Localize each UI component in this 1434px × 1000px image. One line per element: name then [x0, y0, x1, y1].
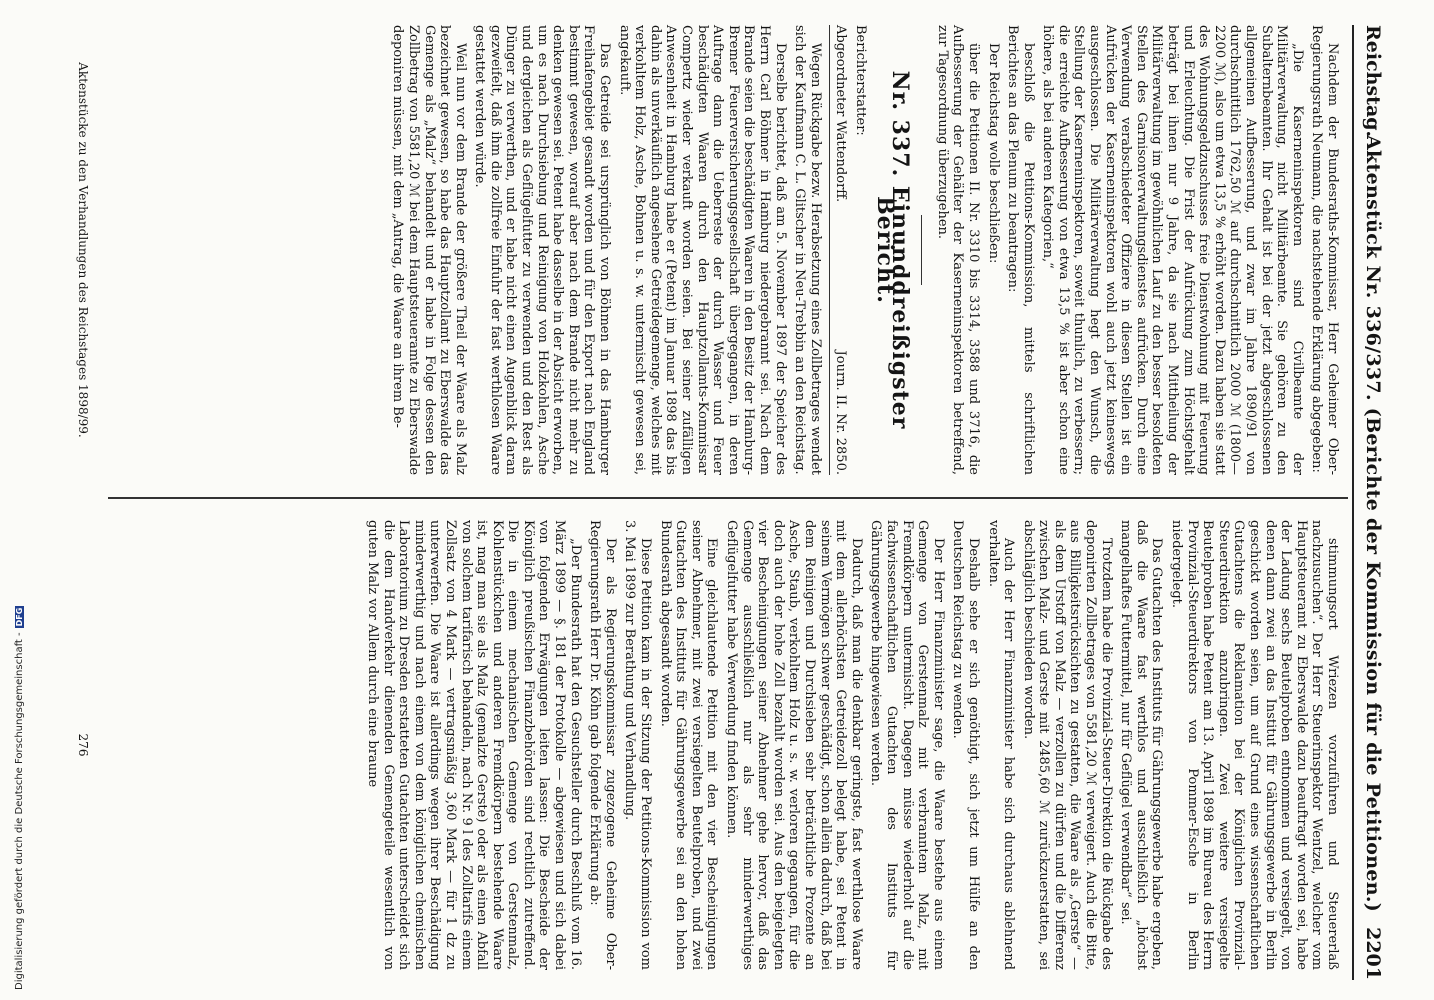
paragraph: Wegen Rückgabe bezw. Herabsetzung eines Zollbetrages wendet sich der Kaufmann C. L. Glitscher in Neu-Trebbin an den Reichstag. — [792, 25, 823, 475]
section-heading — [871, 25, 914, 475]
reporter-line — [829, 25, 849, 475]
header-page-number: 2201 — [1362, 927, 1384, 980]
paragraph: Trotzdem habe die Provinzial-Steuer-Direktion die Rückgabe des deponirten Zollbetrages von 5581,20 ℳ verweigert. Auch die Bitte, aus Billigkeitsrücksichten zu gestatten, die Waare als „Gerste“ — als dem Urstoff von Malz — verzollen zu dürfen und die Differenz zwischen Malz- und Gerste mit 2485,60 ℳ zurückzuerstatten, sei abschläglich beschieden worden. — [1020, 520, 1114, 970]
header-center: Aktenstück Nr. 336/337. (Berichte der Kommission für die Petitionen.) — [1362, 135, 1384, 913]
paragraph: beschloß die Petitions-Kommission, mittels schriftlichen Berichtes an das Plenum zu beantragen: — [1005, 25, 1036, 475]
rotated-page-content — [50, 25, 1390, 980]
paragraph: Deshalb sehe er sich genöthigt, sich jetzt um Hülfe an den Deutschen Reichstag zu wenden. — [950, 520, 981, 970]
paragraph: Derselbe berichtet, daß am 5. November 1897 der Speicher des Herrn Carl Böhmer in Hamburg niedergebrannt sei. Nach dem Brande seien die beschädigten Waaren in den Besitz der Hamburg-Bremer Feuerversicherungsgesellschaft übergegangen, in deren Auftrage dann die Ueberreste der durch Wasser und Feuer beschädigten Waaren durch den Hauptzollamts-Kommissar Compertz wieder verkauft worden seien. Bei seiner zufälligen Anwesenheit in Hamburg habe er (Petent) im Januar 1898 das bis dahin als unverkäuflich angesehene Getreidegemenge, welches mit verkohltem Holz, Asche, Bohnen u. s. w. untermischt gewesen sei, angekauft. — [616, 25, 788, 475]
paragraph: Auch der Herr Finanzminister habe sich durchaus ablehnend verhalten. — [985, 520, 1017, 970]
page-footer: Aktenstücke zu den Verhandlungen des Reichstages 1898/99. — [76, 62, 90, 438]
paragraph: Nachdem der Bundesraths-Kommissar, Herr Geheimer Ober-Regierungsrath Neumann, die nachstehende Erklärung abgegeben: — [1309, 25, 1340, 475]
paragraph: Der Reichstag wolle beschließen: — [985, 43, 1001, 264]
right-column — [360, 520, 1340, 970]
journal-reference: Journ. II. Nr. 2850. — [833, 350, 849, 475]
paragraph: Das Getreide sei ursprünglich von Böhmen in das Hamburger Freihafengebiet gesandt worden und für den Export nach England bestimmt gewesen, worauf aber nach dem Brande nicht mehr zu denken gewesen sei. Petent habe dasselbe in der Absicht erworben, um es nach Durchsiebung und Reinigung von Holzkohlen, Asche und dergleichen als Geflügelfutter zu verwenden und den Rest als Dünger zu verwerthen, und er habe nicht einen Augenblick daran gezweifelt, daß ihm die zollfreie Einfuhr der fast werthlosen Waare gestattet werden würde. — [472, 25, 613, 475]
paragraph: stimmungsort Wriezen vorzuführen und Steuererlaß nachzusuchen“. Der Herr Steuerinspektor Wentzel, welcher vom Hauptsteueramt zu Eberswalde dazu beauftragt worden sei, habe der Ladung sechs Beutelproben entnommen und versiegelt, von denen dann zwei an das Institut für Gährungsgewerbe in Berlin geschickt worden seien, um auf Grund eines wissenschaftlichen Gutachtens die Reklamation bei der Königlichen Provinzial-Steuerdirektion anzubringen. Zwei weitere versiegelte Beutelproben habe Petent am 13. April 1898 im Bureau des Herrn Provinzial-Steuerdirektors von Pommer-Esche in Berlin niedergelegt. — [1169, 520, 1340, 970]
left-column — [386, 25, 1340, 475]
bottom-page-number: 276 — [76, 733, 90, 757]
paragraph: Dadurch, daß man die denkbar geringste, fast werthlose Waare mit dem allerhöchsten Getreidezoll belegt habe, sei Petent in seinem Vermögen schwer geschädigt, schon allein dadurch, daß bei dem Reinigen und Durchsieben sehr beträchtliche Prozente an Asche, Staub, verkohltem Holz u. s. w. verloren gegangen, für die doch auch der hohe Zoll bezahlt worden sei. Aus den beigelegten vier Bescheinigungen seiner Abnehmer gehe hervor, daß das Gemenge ausschließlich nur als sehr minderwerthiges Geflügelfutter habe Verwendung finden können. — [724, 520, 864, 970]
paragraph: Der Herr Finanzminister sage, die Waare bestehe aus einem Gemenge von Gerstenmalz mit verbranntem Malz, mit Fremdkörpern untermischt. Dagegen müsse wiederholt auf die fachwissenschaftlichen Gutachten des Instituts für Gährungsgewerbe hingewiesen werden. — [868, 520, 946, 970]
section-rule — [921, 215, 922, 285]
header-left: Reichstag. — [1362, 25, 1384, 138]
column-divider — [108, 497, 1348, 499]
paragraph: „Die Kaserneninspektoren sind Civilbeamte der Militärverwaltung, nicht Militärbeamte. Sie gehören zu den Subalternbeamten. Ihr Gehalt ist bei der jetzt abgeschlossenen allgemeinen Aufbesserung, und zwar im Jahre 1890/91 von durchschnittlich 1762,50 ℳ auf durchschnittlich 2000 ℳ (1800—2200 ℳ), also um etwa 13,5 % erhöht worden. Dazu haben sie statt des Wohnungsgeldzuschusses freie Dienstwohnung mit Feuerung und Erleuchtung. Die Frist der Aufrückung zum Höchstgehalt beträgt bei ihnen nur 9 Jahre, da sie nach Mittheilung der Militärverwaltung im gewöhnlichen Lauf zu den besser besoldeten Stellen des Garnisonverwaltungsdienstes aufrücken. Durch eine Verwendung verabschiedeter Offiziere in diesen Stellen ist ein Aufrücken der Kaserneninspektoren wohl auch jetzt keineswegs ausgeschlossen. Die Militärverwaltung hegt den Wunsch, die Stellung der Kaserneninspektoren, soweit thunlich, zu verbessern; die erreichte Aufbesserung von etwa 13,5 % ist aber schon eine höhere, als bei anderen Kategorien,“ — [1040, 25, 1305, 475]
digitization-credit — [14, 0, 25, 990]
paragraph: Eine gleichlautende Petition mit den vier Bescheinigungen seiner Abnehmer, mit zwei versiegelten Beutelproben, und zwei Gutachten des Instituts für Gährungsgewerbe sei an den hohen Bundesrath abgesandt worden. — [657, 520, 720, 970]
paragraph: „Der Bundesrath hat den Gesuchsteller durch Beschluß vom 16. März 1899 — §. 181 der Protokolle — abgewiesen und sich dabei von folgenden Erwägungen leiten lassen: Die Bescheide der Königlich preußischen Finanzbehörden sind rechtlich zutreffend. Die in einem mechanischen Gemenge von Gerstenmalz, Kohlenstückchen und anderen Fremdkörpern bestehende Waare ist, mag man sie als Malz (gemalzte Gerste) oder als einen Abfall von solchem tarifarisch behandeln, nach Nr. 9 l des Zolltarifs einem Zollsatz von 4 Mark — vertragsmäßig 3,60 Mark — für 1 dz zu unterwerfen. Die Waare ist allerdings wegen ihrer Beschädigung minderwerthig und nach einem von dem königlichen chemischen Laboratorium zu Dresden erstatteten Gutachten unterscheidet sich die dem Handverkehr dienenden Gemengeteile wesentlich von guten Malz vor Allem durch eine braune — [364, 520, 583, 970]
reporter-name: Abgeordneter Wattendorff. — [833, 25, 849, 203]
section-number: Nr. 337. — [887, 70, 914, 178]
section-title: Einunddreißigster Bericht. — [871, 185, 914, 430]
paragraph: Das Gutachten des Instituts für Gährungsgewerbe habe ergeben, daß die Waare fast werthlos und ausschließlich „höchst mangelhaftes Futtermittel, nur für Geflügel verwendbar“ sei. — [1118, 520, 1165, 970]
paragraph: Diese Petition kam in der Sitzung der Petitions-Kommission vom 3. Mai 1899 zur Berathung und Verhandlung. — [622, 520, 654, 970]
paragraph: Der als Regierungskommissar zugezogene Geheime Ober-Regierungsrath Herr Dr. Köhn gab folgende Erklärung ab: — [587, 520, 618, 970]
paragraph: Weil nun vor dem Brande der größere Theil der Waare als Malz bezeichnet gewesen, so habe das Hauptzollamt zu Eberswalde das Gemenge als „Malz“ behandelt und er habe in Folge dessen den Zollbetrag von 5581,20 ℳ bei dem Hauptsteueramte zu Eberswalde deponiren müssen, mit dem „Antrag, die Waare an ihrem Be- — [390, 25, 468, 476]
credit-text: Digitalisierung gefördert durch die Deutsche Forschungsgemeinschaft - — [14, 632, 25, 990]
reporter-label: Berichterstatter: — [852, 25, 868, 136]
page-header — [1352, 25, 1390, 980]
dfg-logo: DFG — [15, 607, 24, 627]
paragraph: über die Petitionen II. Nr. 3310 bis 3314, 3588 und 3716, die Aufbesserung der Gehälter der Kaserneninspektoren betreffend, zur Tagesordnung überzugehen. — [934, 25, 981, 475]
